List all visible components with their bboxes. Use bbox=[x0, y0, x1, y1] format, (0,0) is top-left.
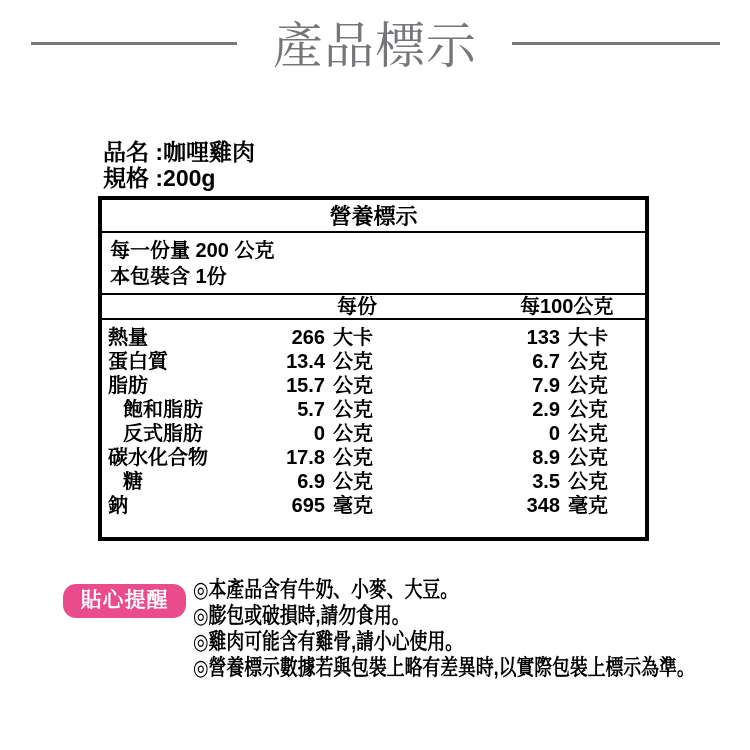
per-100g-unit: 公克 bbox=[568, 447, 608, 469]
per-serving-unit: 公克 bbox=[333, 447, 373, 469]
per-serving-unit: 公克 bbox=[333, 423, 373, 445]
product-name: 品名 :咖哩雞肉 bbox=[103, 139, 256, 165]
column-headers bbox=[102, 295, 645, 320]
nutrition-row bbox=[102, 446, 645, 470]
reminder-notes bbox=[193, 577, 695, 681]
nutrition-row bbox=[102, 350, 645, 374]
page-title: 產品標示 bbox=[273, 18, 477, 74]
per-100g-unit: 公克 bbox=[568, 399, 608, 421]
per-serving-unit: 公克 bbox=[333, 351, 373, 373]
row-label: 熱量 bbox=[108, 327, 148, 349]
per-serving-unit: 公克 bbox=[333, 375, 373, 397]
per-serving-value: 13.4 bbox=[286, 351, 325, 373]
per-serving-value: 266 bbox=[291, 327, 325, 349]
row-label: 糖 bbox=[123, 471, 143, 493]
nutrition-row bbox=[102, 470, 645, 494]
serving-size: 每一份量 200 公克 bbox=[110, 240, 275, 262]
per-100g-unit: 公克 bbox=[568, 375, 608, 397]
nutrition-rows bbox=[102, 320, 645, 518]
per-100g-value: 2.9 bbox=[532, 399, 560, 421]
per-serving-unit: 公克 bbox=[333, 471, 373, 493]
product-info bbox=[103, 139, 255, 191]
per-100g-unit: 公克 bbox=[568, 471, 608, 493]
nutrition-table bbox=[98, 196, 649, 541]
per-100g-unit: 公克 bbox=[568, 351, 608, 373]
per-serving-value: 5.7 bbox=[297, 399, 325, 421]
nutrition-row bbox=[102, 326, 645, 350]
nutrition-row bbox=[102, 422, 645, 446]
reminder-note: ◎營養標示數據若與包裝上略有差異時,以實際包裝上標示為準。 bbox=[193, 655, 695, 680]
per-100g-value: 0 bbox=[548, 423, 560, 445]
serving-info bbox=[102, 233, 645, 295]
reminder-note: ◎雞肉可能含有雞骨,請小心使用。 bbox=[193, 629, 463, 654]
per-100g-value: 6.7 bbox=[532, 351, 560, 373]
title-divider-right bbox=[512, 42, 720, 45]
reminder-note: ◎膨包或破損時,請勿食用。 bbox=[193, 603, 410, 628]
nutrition-row bbox=[102, 374, 645, 398]
per-100g-unit: 公克 bbox=[568, 423, 608, 445]
per-serving-value: 6.9 bbox=[297, 471, 325, 493]
row-label: 蛋白質 bbox=[108, 351, 168, 373]
per-100g-unit: 毫克 bbox=[568, 495, 608, 517]
row-label: 碳水化合物 bbox=[108, 447, 208, 469]
per-serving-unit: 毫克 bbox=[333, 495, 373, 517]
per-100g-value: 133 bbox=[526, 327, 560, 349]
reminder-note: ◎本產品含有牛奶、小麥、大豆。 bbox=[193, 577, 459, 602]
column-per-100g: 每100公克 bbox=[520, 296, 614, 318]
column-per-serving: 每份 bbox=[337, 296, 377, 318]
per-100g-value: 3.5 bbox=[532, 471, 560, 493]
per-serving-value: 0 bbox=[313, 423, 325, 445]
per-serving-value: 17.8 bbox=[286, 447, 325, 469]
nutrition-row bbox=[102, 398, 645, 422]
per-serving-value: 695 bbox=[291, 495, 325, 517]
nutrition-row bbox=[102, 494, 645, 518]
per-100g-value: 8.9 bbox=[532, 447, 560, 469]
row-label: 鈉 bbox=[108, 495, 128, 517]
product-spec: 規格 :200g bbox=[103, 165, 216, 191]
per-serving-unit: 公克 bbox=[333, 399, 373, 421]
row-label: 脂肪 bbox=[108, 375, 148, 397]
reminder-badge: 貼心提醒 bbox=[63, 584, 186, 618]
row-label: 飽和脂肪 bbox=[123, 399, 203, 421]
per-serving-value: 15.7 bbox=[286, 375, 325, 397]
per-100g-value: 348 bbox=[526, 495, 560, 517]
package-contains: 本包裝含 1份 bbox=[110, 266, 227, 288]
row-label: 反式脂肪 bbox=[123, 423, 203, 445]
per-100g-unit: 大卡 bbox=[568, 327, 608, 349]
per-100g-value: 7.9 bbox=[532, 375, 560, 397]
nutrition-title: 營養標示 bbox=[102, 200, 645, 233]
per-serving-unit: 大卡 bbox=[333, 327, 373, 349]
